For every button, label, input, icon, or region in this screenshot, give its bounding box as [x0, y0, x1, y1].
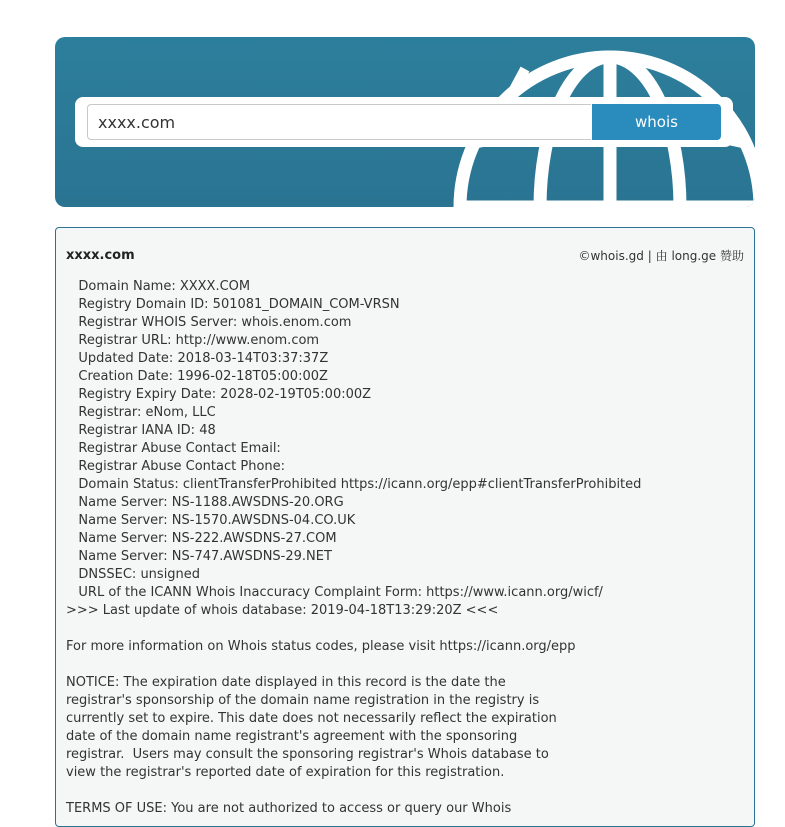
whois-line: Registrar Abuse Contact Phone: [66, 459, 286, 474]
whois-line: Domain Status: clientTransferProhibited https://icann.org/epp#clientTransferProhibited [66, 477, 642, 492]
whois-line: NOTICE: The expiration date displayed in this record is the date the [66, 675, 506, 690]
credit-site-link[interactable]: ©whois.gd [578, 249, 644, 263]
whois-line: DNSSEC: unsigned [66, 567, 201, 582]
whois-line: For more information on Whois status codes, please visit https://icann.org/epp [66, 639, 576, 654]
credit-prefix: 由 [655, 249, 668, 263]
whois-line: registrar. Users may consult the sponsoring registrar's Whois database to [66, 747, 549, 762]
whois-line: currently set to expire. This date does not necessarily reflect the expiration [66, 711, 557, 726]
whois-line: date of the domain name registrant's agreement with the sponsoring [66, 729, 518, 744]
whois-line [66, 656, 641, 674]
credit-line [578, 247, 744, 264]
whois-line: >>> Last update of whois database: 2019-04-18T13:29:20Z <<< [66, 603, 499, 618]
whois-line [66, 782, 641, 800]
whois-line: Creation Date: 1996-02-18T05:00:00Z [66, 369, 328, 384]
whois-line: Name Server: NS-1188.AWSDNS-20.ORG [66, 495, 344, 510]
credit-suffix: 赞助 [719, 249, 744, 263]
result-domain-title: xxxx.com [66, 248, 135, 263]
whois-result-panel [55, 227, 755, 827]
whois-line: Registrar WHOIS Server: whois.enom.com [66, 315, 352, 330]
whois-line [66, 620, 641, 638]
whois-line: Registry Domain ID: 501081_DOMAIN_COM-VRSN [66, 297, 400, 312]
whois-line: view the registrar's reported date of expiration for this registration. [66, 765, 505, 780]
whois-button[interactable]: whois [592, 104, 721, 140]
whois-line: Updated Date: 2018-03-14T03:37:37Z [66, 351, 329, 366]
whois-line: Name Server: NS-222.AWSDNS-27.COM [66, 531, 337, 546]
search-box [75, 97, 733, 147]
header-banner [55, 37, 755, 207]
whois-line: Registrar URL: http://www.enom.com [66, 333, 320, 348]
whois-line: Name Server: NS-1570.AWSDNS-04.CO.UK [66, 513, 356, 528]
credit-separator: | [647, 249, 652, 263]
whois-line: Registrar: eNom, LLC [66, 405, 216, 420]
whois-record-text [66, 278, 641, 818]
whois-line: TERMS OF USE: You are not authorized to access or query our Whois [66, 801, 512, 816]
whois-line: Registry Expiry Date: 2028-02-19T05:00:00Z [66, 387, 372, 402]
whois-line: registrar's sponsorship of the domain name registration in the registry is [66, 693, 540, 708]
whois-line: Domain Name: XXXX.COM [66, 279, 251, 294]
whois-line: Registrar IANA ID: 48 [66, 423, 216, 438]
whois-line: URL of the ICANN Whois Inaccuracy Complaint Form: https://www.icann.org/wicf/ [66, 585, 603, 600]
whois-line: Name Server: NS-747.AWSDNS-29.NET [66, 549, 332, 564]
whois-line: Registrar Abuse Contact Email: [66, 441, 281, 456]
credit-author-link[interactable]: long.ge [671, 249, 717, 263]
domain-search-input[interactable] [87, 104, 591, 140]
